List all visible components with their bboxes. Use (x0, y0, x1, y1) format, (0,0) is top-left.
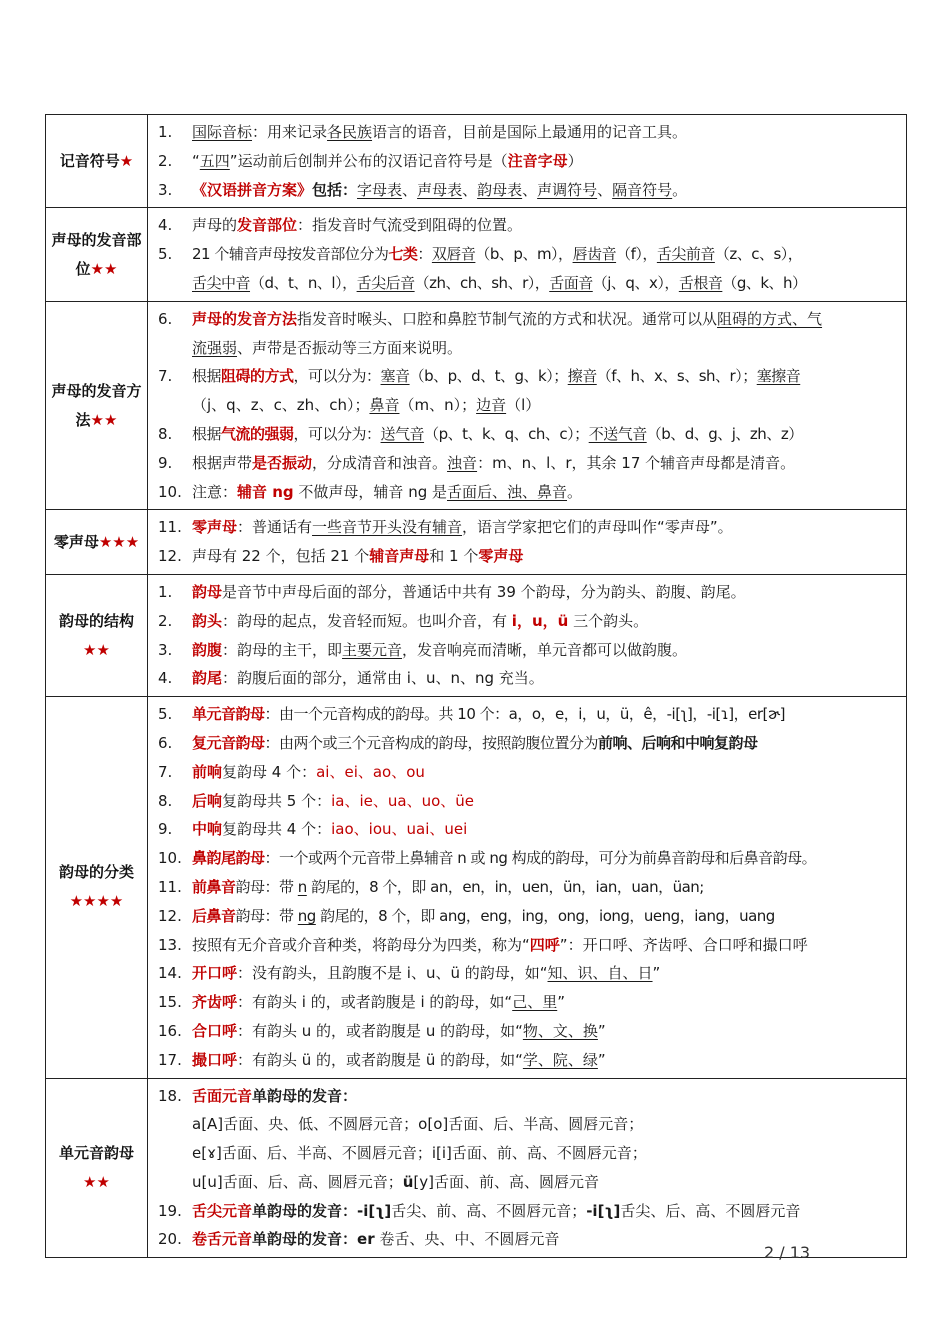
page-number: 2 / 13 (764, 1243, 811, 1262)
section-row (46, 208, 907, 301)
list-item: 9. 根据声带是否振动，分成清音和浊音。浊音：m、n、l、r，其余 17 个辅音声母都是清音。 (158, 453, 796, 472)
section-row (46, 510, 907, 575)
list-item: 6. 复元音韵母：由两个或三个元音构成的韵母，按照韵腹位置分为前响、后响和中响复韵母 (158, 733, 758, 752)
list-item: 1. 韵母是音节中声母后面的部分，普通话中共有 39 个韵母，分为韵头、韵腹、韵尾。 (158, 582, 746, 601)
list-item: 9. 中响复韵母共 4 个：iao、iou、uai、uei (158, 820, 468, 839)
list-item: 1. 国际音标：用来记录各民族语言的语音，目前是国际上最通用的记音工具。 (158, 123, 688, 141)
list-item: 5. 21 个辅音声母按发音部位分为七类：双唇音（b、p、m），唇齿音（f），舌尖前音（z、c、s）， (158, 245, 803, 264)
star-rating: ★★ (90, 259, 118, 278)
star-rating: ★★★ (98, 532, 140, 551)
star-rating: ★ (119, 151, 134, 170)
list-item: 17. 撮口呼：有韵头 ü 的，或者韵腹是 ü 的韵母，如“学、院、绿” (158, 1050, 606, 1069)
list-item: 4. 声母的发音部位：指发音时气流受到阻碍的位置。 (158, 216, 523, 235)
list-item-continuation: a[A]舌面、央、低、不圆唇元音；o[o]舌面、后、半高、圆唇元音； (192, 1115, 644, 1134)
section-row (46, 115, 907, 208)
section-row (46, 697, 907, 1078)
section-title: 零声母★★★ (46, 510, 148, 575)
list-item: 13. 按照有无介音或介音种类，将韵母分为四类，称为“四呼”：开口呼、齐齿呼、合口呼和撮口呼 (158, 935, 808, 954)
section-title: 单元音韵母 ★★ (46, 1078, 148, 1258)
list-item: 5. 单元音韵母：由一个元音构成的韵母。共 10 个：a，o，e，i，u，ü，ê，-i[ʅ]，-i[ɿ]，er[ɚ] (158, 705, 785, 724)
list-item: 3. 《汉语拼音方案》包括：字母表、声母表、韵母表、声调符号、隔音符号。 (158, 180, 688, 199)
list-item: 7. 根据阻碍的方式，可以分为：塞音（b、p、d、t、g、k）；擦音（f、h、x、s、sh、r）；塞擦音 (158, 367, 801, 386)
list-item: 10. 鼻韵尾韵母：一个或两个元音带上鼻辅音 n 或 ng 构成的韵母，可分为前鼻音韵母和后鼻音韵母。 (158, 849, 817, 868)
star-rating: ★★ (83, 1172, 110, 1191)
list-item-continuation: （j、q、z、c、zh、ch）；鼻音（m、n）；边音（l） (192, 396, 541, 415)
list-item: 6. 声母的发音方法指发音时喉头、口腔和鼻腔节制气流的方式和状况。通常可以从阻碍的方式、气 (158, 309, 823, 328)
section-row (46, 574, 907, 696)
list-item-continuation: 流强弱、声带是否振动等三方面来说明。 (192, 338, 463, 357)
list-item: 7. 前响复韵母 4 个：ai、ei、ao、ou (158, 762, 425, 781)
section-title: 声母的发音方法★★ (46, 301, 148, 510)
list-item-continuation: e[ɤ]舌面、后、半高、不圆唇元音；i[i]舌面、前、高、不圆唇元音； (192, 1144, 647, 1163)
list-item: 8. 后响复韵母共 5 个：ia、ie、ua、uo、üe (158, 791, 474, 810)
list-item: 4. 韵尾：韵腹后面的部分，通常由 i、u、n、ng 充当。 (158, 669, 544, 688)
section-title: 韵母的分类 ★★★★ (46, 697, 148, 1078)
list-item: 15. 齐齿呼：有韵头 i 的，或者韵腹是 i 的韵母，如“己、里” (158, 993, 565, 1012)
section-title: 声母的发音部位★★ (46, 208, 148, 301)
list-item: 3. 韵腹：韵母的主干，即主要元音，发音响亮而清晰，单元音都可以做韵腹。 (158, 640, 688, 659)
notes-table (45, 114, 907, 1258)
list-item: 12. 声母有 22 个，包括 21 个辅音声母和 1 个零声母 (158, 547, 524, 566)
list-item: 2. 韵头：韵母的起点，发音轻而短。也叫介音，有 i，u，ü 三个韵头。 (158, 611, 649, 630)
list-item: 11. 零声母：普通话有一些音节开头没有辅音，语言学家把它们的声母叫作“零声母”。 (158, 518, 733, 537)
section-row (46, 1078, 907, 1258)
list-item-continuation: u[u]舌面、后、高、圆唇元音；ü[y]舌面、前、高、圆唇元音 (192, 1172, 600, 1191)
list-item: 10. 注意：辅音 ng 不做声母，辅音 ng 是舌面后、浊、鼻音。 (158, 482, 583, 501)
section-title: 记音符号★ (46, 115, 148, 208)
list-item: 11. 前鼻音韵母：带 n 韵尾的，8 个，即 an，en，in，uen，ün，ian，uan，üan; (158, 877, 704, 896)
list-item: 20. 卷舌元音单韵母的发音：er 卷舌、央、中、不圆唇元音 (158, 1230, 560, 1249)
list-item: 14. 开口呼：没有韵头，且韵腹不是 i、u、ü 的韵母，如“知、识、自、日” (158, 964, 661, 983)
section-title: 韵母的结构 ★★ (46, 574, 148, 696)
list-item: 18. 舌面元音单韵母的发音： (158, 1086, 358, 1105)
list-item: 8. 根据气流的强弱，可以分为：送气音（p、t、k、q、ch、c）；不送气音（b、d、g、j、zh、z） (158, 424, 803, 443)
star-rating: ★★★★ (69, 892, 124, 911)
list-item: 12. 后鼻音韵母：带 ng 韵尾的，8 个，即 ang，eng，ing，ong，iong，ueng，iang，uang (158, 906, 775, 925)
list-item-continuation: 舌尖中音（d、t、n、l），舌尖后音（zh、ch、sh、r），舌面音（j、q、x），舌根音（g、k、h） (192, 273, 807, 292)
star-rating: ★★ (83, 640, 110, 659)
star-rating: ★★ (90, 410, 118, 429)
section-row (46, 301, 907, 510)
list-item: 2. “五四”运动前后创制并公布的汉语记音符号是（注音字母） (158, 151, 583, 170)
list-item: 19. 舌尖元音单韵母的发音：-i[ʅ]舌尖、前、高、不圆唇元音；-i[ʅ]舌尖、后、高、不圆唇元音 (158, 1201, 801, 1220)
list-item: 16. 合口呼：有韵头 u 的，或者韵腹是 u 的韵母，如“物、文、换” (158, 1021, 606, 1040)
